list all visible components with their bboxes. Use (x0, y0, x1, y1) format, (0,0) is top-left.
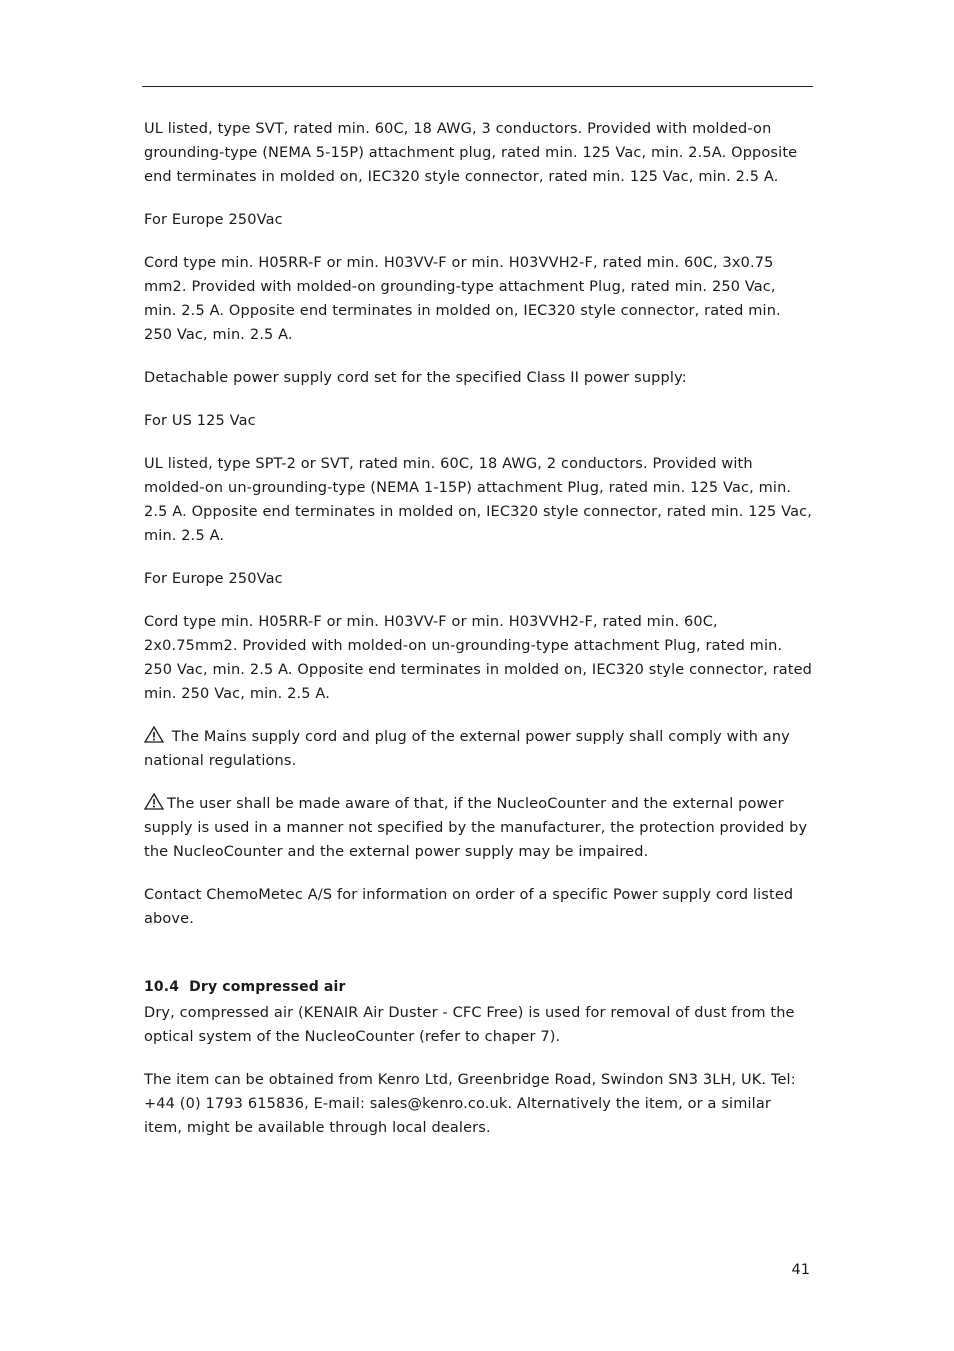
section-number: 10.4 (144, 979, 180, 995)
paragraph-us-heading: For US 125 Vac (144, 413, 256, 429)
warning-triangle-icon (144, 726, 164, 743)
section-title: Dry compressed air (189, 979, 346, 995)
page-content (144, 117, 812, 1159)
section-heading (144, 975, 812, 999)
paragraph-europe-grounded-cord: Cord type min. H05RR-F or min. H03VV-F or min. H03VVH2-F, rated min. 60C, 3x0.75 mm2. Provided with molded-on grounding-type attachment Plug, rated min. 250 Vac, min. 2.5 A. Opposite end terminates in molded on, IEC320 style connector, rated min. 250 Vac, min. 2.5 A. (144, 255, 781, 343)
warning-text-mains: The Mains supply cord and plug of the external power supply shall comply with any national regulations. (144, 729, 790, 769)
paragraph-us-ungrounded-cord: UL listed, type SPT-2 or SVT, rated min. 60C, 18 AWG, 2 conductors. Provided with molded-on un-grounding-type (NEMA 1-15P) attachment Plug, rated min. 125 Vac, min. 2.5 A. Opposite end terminates in molded on, IEC320 style connector, rated min. 125 Vac, min. 2.5 A. (144, 456, 813, 544)
page-number: 41 (791, 1262, 810, 1278)
paragraph-europe-heading-2: For Europe 250Vac (144, 571, 283, 587)
paragraph-supplier: The item can be obtained from Kenro Ltd, Greenbridge Road, Swindon SN3 3LH, UK. Tel: +44 (0) 1793 615836, E-mail: sales@kenro.co.uk. Alternatively the item, or a similar item, might be available through local dealers. (144, 1072, 796, 1136)
paragraph-compressed-air-use: Dry, compressed air (KENAIR Air Duster - CFC Free) is used for removal of dust from the optical system of the NucleoCounter (refer to chaper 7). (144, 1005, 795, 1045)
paragraph-class-ii-intro: Detachable power supply cord set for the specified Class II power supply: (144, 370, 687, 386)
warning-text-protection: The user shall be made aware of that, if the NucleoCounter and the external power supply is used in a manner not specified by the manufacturer, the protection provided by the NucleoCounter and the external power supply may be impaired. (144, 796, 808, 860)
header-rule (142, 86, 813, 87)
warning-paragraph-mains (144, 725, 812, 773)
warning-paragraph-protection (144, 792, 812, 864)
paragraph-europe-ungrounded-cord: Cord type min. H05RR-F or min. H03VV-F or min. H03VVH2-F, rated min. 60C, 2x0.75mm2. Provided with molded-on un-grounding-type attachment Plug, rated min. 250 Vac, min. 2.5 A. Opposite end terminates in molded on, IEC320 style connector, rated min. 250 Vac, min. 2.5 A. (144, 614, 813, 702)
warning-triangle-icon (144, 793, 164, 810)
paragraph-contact: Contact ChemoMetec A/S for information on order of a specific Power supply cord listed above. (144, 887, 794, 927)
paragraph-us-grounded-cord: UL listed, type SVT, rated min. 60C, 18 AWG, 3 conductors. Provided with molded-on grounding-type (NEMA 5-15P) attachment plug, rated min. 125 Vac, min. 2.5A. Opposite end terminates in molded on, IEC320 style connector, rated min. 125 Vac, min. 2.5 A. (144, 121, 798, 185)
paragraph-europe-heading-1: For Europe 250Vac (144, 212, 283, 228)
